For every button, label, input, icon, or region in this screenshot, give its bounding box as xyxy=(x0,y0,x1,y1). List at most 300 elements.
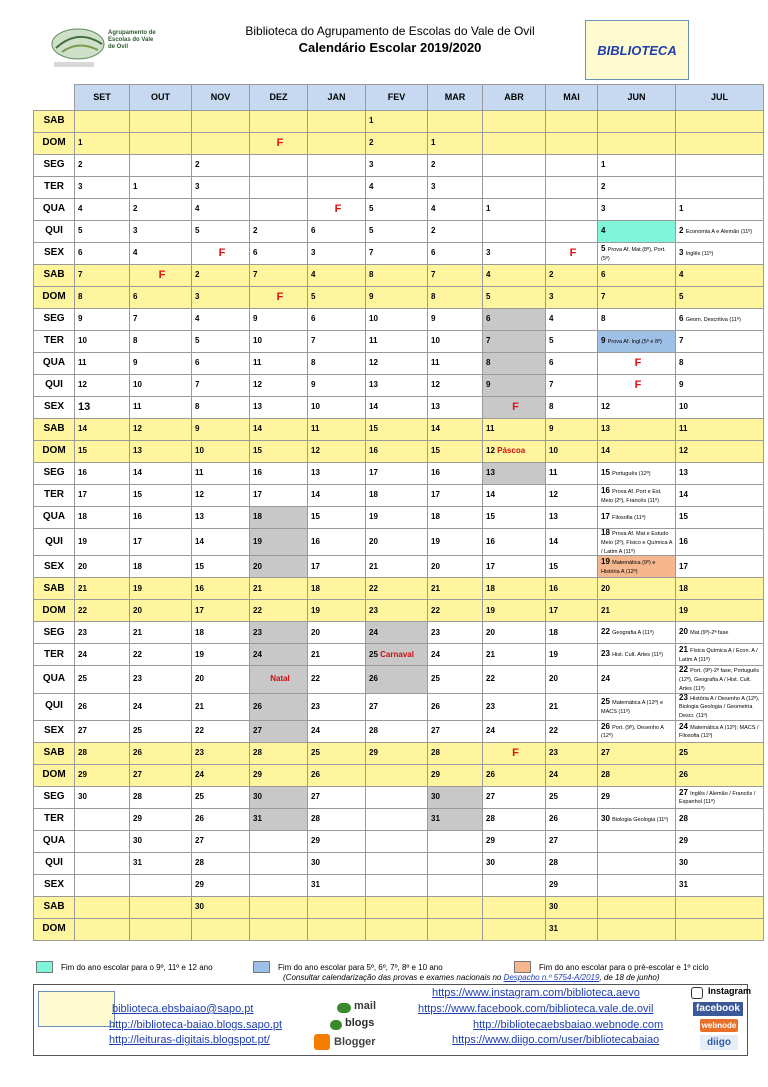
date-number: 25 xyxy=(679,748,688,758)
date-number: 6 xyxy=(195,358,200,368)
weekday-label: SEG xyxy=(34,155,75,177)
webnode-link[interactable]: http://bibliotecaebsbaiao.webnode.com xyxy=(473,1019,664,1031)
date-cell xyxy=(192,265,250,287)
date-number: 4 xyxy=(431,204,436,214)
date-number: 20 xyxy=(369,536,378,546)
date-number: 27 xyxy=(431,726,440,736)
school-logo-text: Agrupamento de Escolas do Vale de Ovil xyxy=(108,30,156,51)
date-number: 9 xyxy=(431,314,436,324)
date-cell xyxy=(130,720,192,742)
date-cell xyxy=(483,309,546,331)
date-cell xyxy=(546,331,598,353)
date-cell xyxy=(676,644,764,666)
date-cell xyxy=(192,507,250,529)
date-number: 9 xyxy=(549,424,554,434)
date-cell xyxy=(676,441,764,463)
date-number: 6 xyxy=(679,314,684,324)
date-number: 17 xyxy=(253,490,262,500)
date-number: 28 xyxy=(486,814,495,824)
date-number: 6 xyxy=(311,314,316,324)
sapo-blog-link[interactable]: http://biblioteca-baiao.blogs.sapo.pt xyxy=(109,1019,283,1031)
date-number: 4 xyxy=(679,270,684,280)
facebook-link[interactable]: https://www.facebook.com/biblioteca.vale.de.ovil xyxy=(418,1003,654,1015)
date-number: 12 xyxy=(133,424,142,434)
page-title: Biblioteca do Agrupamento de Escolas do Vale de Ovil xyxy=(245,24,535,38)
weekday-label: QUI xyxy=(34,529,75,556)
date-number: 11 xyxy=(311,424,320,434)
date-number: 23 xyxy=(195,748,204,758)
date-number: 26 xyxy=(431,701,440,711)
date-number: 28 xyxy=(311,814,320,824)
date-cell xyxy=(75,331,130,353)
calendar-row xyxy=(34,556,764,578)
date-number: 29 xyxy=(369,748,378,758)
date-number: 30 xyxy=(253,792,262,802)
date-cell xyxy=(130,918,192,940)
page-subtitle: Calendário Escolar 2019/2020 xyxy=(298,40,482,55)
date-cell xyxy=(676,764,764,786)
date-number: 30 xyxy=(133,836,142,846)
date-cell xyxy=(250,419,308,441)
date-cell xyxy=(130,441,192,463)
date-cell xyxy=(428,397,483,419)
date-cell xyxy=(428,600,483,622)
date-number: 4 xyxy=(195,314,200,324)
date-cell xyxy=(483,133,546,155)
date-cell xyxy=(676,507,764,529)
date-cell xyxy=(250,397,308,419)
date-cell xyxy=(598,693,676,720)
date-cell xyxy=(75,463,130,485)
date-cell xyxy=(598,331,676,353)
date-cell xyxy=(366,556,428,578)
date-number: 6 xyxy=(486,314,491,324)
date-cell xyxy=(366,441,428,463)
date-number: 5 xyxy=(311,292,316,302)
date-cell xyxy=(598,786,676,808)
date-cell xyxy=(546,556,598,578)
calendar-row xyxy=(34,786,764,808)
date-number: 28 xyxy=(431,748,440,758)
date-cell xyxy=(75,287,130,309)
date-number: 7 xyxy=(679,336,684,346)
date-cell xyxy=(483,287,546,309)
date-cell xyxy=(250,666,308,693)
diigo-icon: diigo xyxy=(700,1035,738,1050)
date-cell xyxy=(483,485,546,507)
calendar-row xyxy=(34,896,764,918)
date-cell xyxy=(428,287,483,309)
calendar-row xyxy=(34,918,764,940)
date-cell xyxy=(75,155,130,177)
blogger-icon xyxy=(314,1034,330,1050)
date-number: 23 xyxy=(311,701,320,711)
date-cell xyxy=(598,764,676,786)
date-cell xyxy=(428,375,483,397)
date-cell xyxy=(546,742,598,764)
date-cell xyxy=(546,287,598,309)
date-number: 17 xyxy=(369,468,378,478)
weekday-label: SAB xyxy=(34,742,75,764)
date-cell xyxy=(308,243,366,265)
date-cell xyxy=(366,199,428,221)
date-cell xyxy=(428,485,483,507)
date-number: 12 xyxy=(195,490,204,500)
date-cell xyxy=(546,578,598,600)
date-number: 29 xyxy=(431,770,440,780)
calendar-row xyxy=(34,243,764,265)
date-number: 15 xyxy=(486,512,495,522)
date-number: 31 xyxy=(549,924,558,934)
date-number: 28 xyxy=(549,858,558,868)
date-cell xyxy=(75,309,130,331)
calendar-row xyxy=(34,177,764,199)
date-number: 12 xyxy=(431,380,440,390)
date-cell xyxy=(483,419,546,441)
date-cell xyxy=(192,578,250,600)
date-cell xyxy=(250,221,308,243)
date-cell xyxy=(75,644,130,666)
weekday-label: DOM xyxy=(34,600,75,622)
calendar-row xyxy=(34,852,764,874)
date-cell xyxy=(250,353,308,375)
date-cell xyxy=(75,529,130,556)
date-number: 28 xyxy=(679,814,688,824)
date-cell xyxy=(366,644,428,666)
date-cell xyxy=(676,556,764,578)
date-number: 10 xyxy=(431,336,440,346)
calendar-row xyxy=(34,808,764,830)
date-number: 17 xyxy=(486,561,495,571)
date-number: 1 xyxy=(369,116,374,126)
date-cell xyxy=(483,463,546,485)
date-cell xyxy=(130,830,192,852)
date-cell xyxy=(308,375,366,397)
date-number: 13 xyxy=(486,468,495,478)
date-cell xyxy=(192,622,250,644)
date-cell xyxy=(428,441,483,463)
date-cell xyxy=(676,265,764,287)
date-cell xyxy=(676,221,764,243)
date-cell xyxy=(428,896,483,918)
date-cell xyxy=(366,830,428,852)
date-cell xyxy=(428,693,483,720)
date-cell xyxy=(130,397,192,419)
date-number: 9 xyxy=(78,314,83,324)
date-number: 28 xyxy=(78,748,87,758)
date-number: 18 xyxy=(549,627,558,637)
date-cell xyxy=(483,808,546,830)
date-cell xyxy=(130,155,192,177)
calendar-row xyxy=(34,742,764,764)
date-cell xyxy=(676,485,764,507)
date-cell xyxy=(598,918,676,940)
weekday-label: TER xyxy=(34,808,75,830)
date-number: 6 xyxy=(253,248,258,258)
date-cell xyxy=(192,441,250,463)
exam-note: Mat.(9º)-2ª fase xyxy=(690,630,729,637)
month-header-dez: DEZ xyxy=(250,85,308,111)
blogspot-link[interactable]: http://leituras-digitais.blogspot.pt/ xyxy=(109,1034,270,1046)
date-cell xyxy=(598,622,676,644)
date-number: 5 xyxy=(679,292,684,302)
date-cell xyxy=(308,578,366,600)
date-cell xyxy=(676,111,764,133)
date-number: 20 xyxy=(549,674,558,684)
date-number: 18 xyxy=(133,561,142,571)
date-number: 14 xyxy=(311,490,320,500)
date-number: 5 xyxy=(78,226,83,236)
date-number: 9 xyxy=(253,314,258,324)
despacho-link[interactable]: Despacho n.º 5754-A/2019 xyxy=(503,973,600,982)
date-cell xyxy=(676,742,764,764)
date-cell xyxy=(366,918,428,940)
date-number: 8 xyxy=(195,402,200,412)
date-cell xyxy=(676,287,764,309)
date-number: 11 xyxy=(486,424,495,434)
date-cell xyxy=(130,463,192,485)
date-cell xyxy=(546,666,598,693)
date-number: 1 xyxy=(431,138,436,148)
date-number: 14 xyxy=(369,402,378,412)
date-cell xyxy=(250,874,308,896)
calendar-row xyxy=(34,133,764,155)
date-number: 4 xyxy=(369,182,374,192)
date-cell xyxy=(250,693,308,720)
date-cell xyxy=(428,742,483,764)
date-cell xyxy=(483,693,546,720)
date-cell xyxy=(130,485,192,507)
calendar-row xyxy=(34,644,764,666)
date-cell xyxy=(676,243,764,265)
date-cell xyxy=(546,221,598,243)
date-number: 16 xyxy=(549,583,558,593)
date-cell xyxy=(676,463,764,485)
holiday-mark: F xyxy=(218,246,226,259)
date-number: 24 xyxy=(431,649,440,659)
date-cell xyxy=(428,830,483,852)
date-cell xyxy=(546,808,598,830)
date-number: 2 xyxy=(549,270,554,280)
date-cell xyxy=(598,177,676,199)
weekday-label: SEG xyxy=(34,786,75,808)
date-cell xyxy=(598,397,676,419)
date-number: 19 xyxy=(601,557,610,567)
date-cell xyxy=(428,221,483,243)
date-number: 25 xyxy=(311,748,320,758)
date-cell xyxy=(192,177,250,199)
date-cell xyxy=(546,397,598,419)
date-cell xyxy=(192,852,250,874)
calendar-row xyxy=(34,287,764,309)
date-cell xyxy=(428,199,483,221)
date-number: 25 xyxy=(369,649,378,659)
date-number: 24 xyxy=(601,674,610,684)
date-number: 16 xyxy=(601,485,610,495)
date-number: 31 xyxy=(311,880,320,890)
date-cell xyxy=(130,693,192,720)
date-number: 1 xyxy=(486,204,491,214)
date-number: 4 xyxy=(311,270,316,280)
mail-icon xyxy=(337,1003,351,1013)
date-number: 14 xyxy=(195,536,204,546)
date-number: 8 xyxy=(133,336,138,346)
date-number: 14 xyxy=(133,468,142,478)
date-cell xyxy=(130,375,192,397)
date-cell xyxy=(676,155,764,177)
webnode-icon: webnode xyxy=(701,1021,737,1030)
date-cell xyxy=(250,764,308,786)
date-number: 21 xyxy=(601,605,610,615)
date-cell xyxy=(130,578,192,600)
date-number: 24 xyxy=(195,770,204,780)
date-cell xyxy=(308,720,366,742)
date-cell xyxy=(192,764,250,786)
date-cell xyxy=(250,133,308,155)
calendar-row xyxy=(34,485,764,507)
date-number: 20 xyxy=(311,627,320,637)
date-cell xyxy=(366,529,428,556)
date-cell xyxy=(366,419,428,441)
legend-label: Fim do ano escolar para o pré-escolar e 1º ciclo xyxy=(539,962,709,972)
date-cell xyxy=(308,419,366,441)
date-number: 8 xyxy=(679,358,684,368)
date-cell xyxy=(308,287,366,309)
date-cell xyxy=(308,874,366,896)
date-cell xyxy=(130,622,192,644)
date-cell xyxy=(75,177,130,199)
date-cell xyxy=(366,331,428,353)
date-cell xyxy=(308,666,366,693)
date-number: 6 xyxy=(78,248,83,258)
date-cell xyxy=(366,666,428,693)
instagram-icon xyxy=(691,987,703,999)
date-cell xyxy=(546,309,598,331)
weekday-label: DOM xyxy=(34,133,75,155)
date-cell xyxy=(598,155,676,177)
date-cell xyxy=(483,199,546,221)
date-cell xyxy=(130,666,192,693)
date-cell xyxy=(546,155,598,177)
date-cell xyxy=(366,600,428,622)
exam-note: Port. (9º)-2ª fase, Português (12º), Geografia A / Hist. Cult. Artes (11º) xyxy=(679,668,759,692)
date-cell xyxy=(546,199,598,221)
date-cell xyxy=(192,644,250,666)
weekday-label: SAB xyxy=(34,419,75,441)
date-number: 19 xyxy=(133,583,142,593)
date-number: 12 xyxy=(549,490,558,500)
date-number: 15 xyxy=(253,446,262,456)
date-number: 11 xyxy=(549,468,558,478)
date-cell xyxy=(308,199,366,221)
date-cell xyxy=(130,874,192,896)
date-cell xyxy=(250,529,308,556)
date-number: 14 xyxy=(679,490,688,500)
date-cell xyxy=(130,507,192,529)
date-number: 31 xyxy=(679,880,688,890)
weekday-label: TER xyxy=(34,331,75,353)
weekday-label: QUA xyxy=(34,507,75,529)
date-cell xyxy=(308,852,366,874)
date-cell xyxy=(192,375,250,397)
date-cell xyxy=(546,177,598,199)
date-number: 24 xyxy=(311,726,320,736)
date-cell xyxy=(192,830,250,852)
date-cell xyxy=(250,600,308,622)
date-cell xyxy=(428,918,483,940)
month-header-set: SET xyxy=(75,85,130,111)
exam-note: Inglês / Alemão / Francês / Espanhol (11º) xyxy=(679,790,756,806)
weekday-label: SAB xyxy=(34,896,75,918)
date-cell xyxy=(483,331,546,353)
date-number: 14 xyxy=(601,446,610,456)
diigo-link[interactable]: https://www.diigo.com/user/bibliotecabaiao xyxy=(452,1034,660,1046)
month-header-jul: JUL xyxy=(676,85,764,111)
date-cell xyxy=(546,764,598,786)
date-number: 21 xyxy=(311,649,320,659)
date-cell xyxy=(130,221,192,243)
date-cell xyxy=(192,600,250,622)
date-cell xyxy=(308,742,366,764)
date-number: 28 xyxy=(133,792,142,802)
date-cell xyxy=(130,199,192,221)
instagram-link[interactable]: https://www.instagram.com/biblioteca.aevo xyxy=(432,987,640,999)
date-cell xyxy=(130,644,192,666)
date-cell xyxy=(428,155,483,177)
date-number: 24 xyxy=(679,721,688,731)
date-number: 25 xyxy=(195,792,204,802)
date-cell xyxy=(546,419,598,441)
date-number: 14 xyxy=(549,536,558,546)
date-cell xyxy=(75,507,130,529)
date-number: 30 xyxy=(549,902,558,912)
weekday-label: TER xyxy=(34,485,75,507)
date-number: 26 xyxy=(486,770,495,780)
date-cell xyxy=(676,177,764,199)
date-number: 6 xyxy=(311,226,316,236)
date-cell xyxy=(250,463,308,485)
date-cell xyxy=(308,507,366,529)
blogger-label: Blogger xyxy=(334,1036,376,1048)
biblioteca-logo xyxy=(585,20,689,80)
date-number: 29 xyxy=(679,836,688,846)
calendar-row xyxy=(34,578,764,600)
date-cell xyxy=(130,808,192,830)
date-cell xyxy=(546,507,598,529)
email-link[interactable]: biblioteca.ebsbaiao@sapo.pt xyxy=(112,1003,254,1015)
date-number: 26 xyxy=(78,701,87,711)
exam-note: Matemática (9º) e História A (12º) xyxy=(601,560,656,575)
date-cell xyxy=(598,111,676,133)
date-number: 10 xyxy=(78,336,87,346)
date-number: 13 xyxy=(195,512,204,522)
date-number: 1 xyxy=(133,182,138,192)
date-number: 10 xyxy=(311,402,320,412)
date-number: 7 xyxy=(549,380,554,390)
month-header-mai: MAI xyxy=(546,85,598,111)
date-number: 2 xyxy=(195,160,200,170)
date-cell xyxy=(130,556,192,578)
date-number: 26 xyxy=(549,814,558,824)
date-cell xyxy=(250,507,308,529)
date-cell xyxy=(546,830,598,852)
weekday-label: SAB xyxy=(34,111,75,133)
date-cell xyxy=(483,742,546,764)
month-header-nov: NOV xyxy=(192,85,250,111)
date-number: 31 xyxy=(431,814,440,824)
legend-label: Fim do ano escolar para 5º, 6º, 7º, 8º e 10 ano xyxy=(278,962,443,972)
date-number: 22 xyxy=(549,726,558,736)
